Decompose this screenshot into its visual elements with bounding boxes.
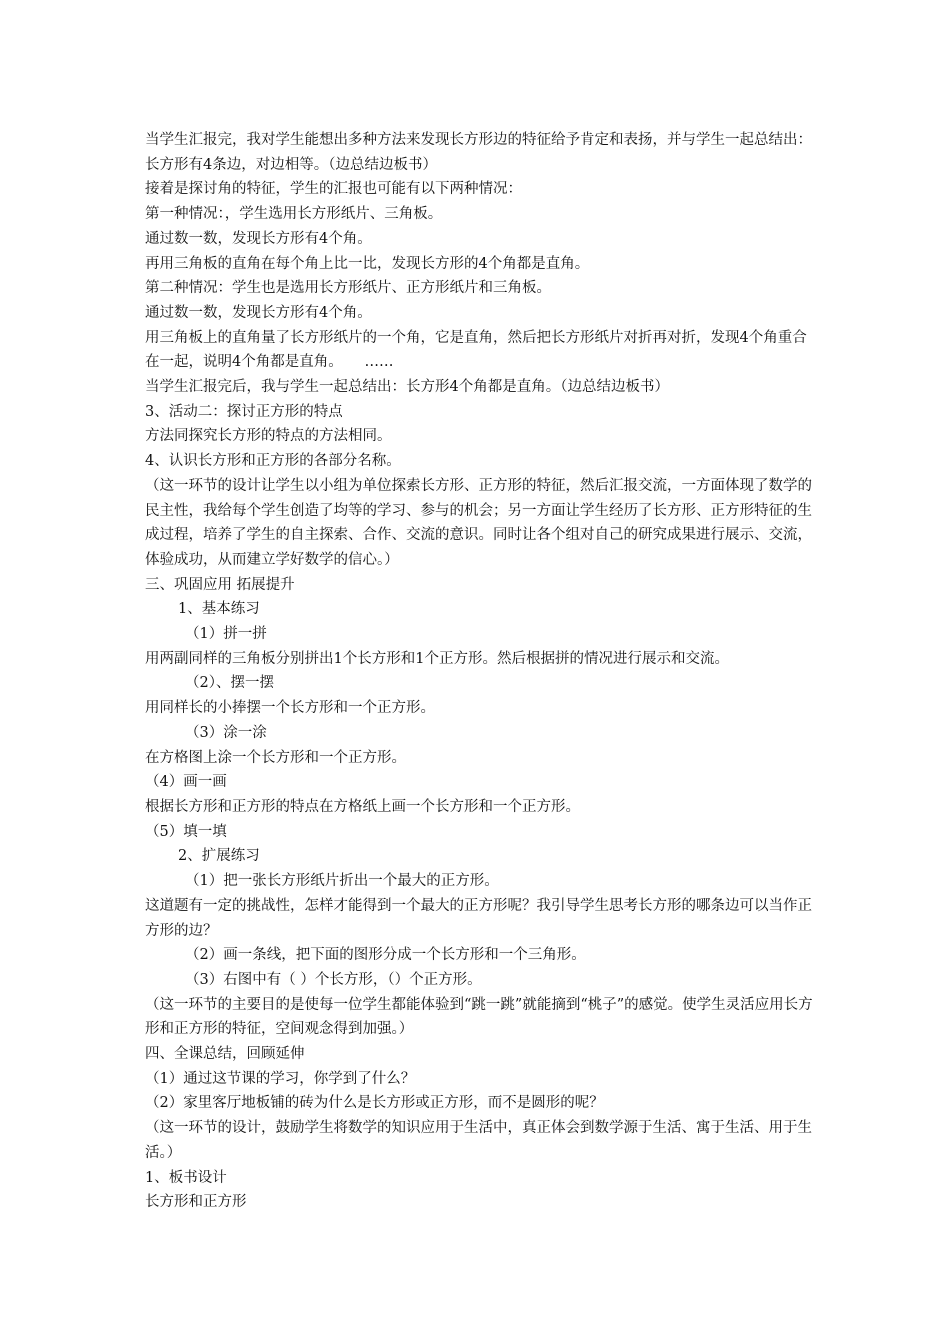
paragraph-explore-angles: 接着是探讨角的特征，学生的汇报也可能有以下两种情况： bbox=[145, 181, 522, 198]
heading-part-names: 4、认识长方形和正方形的各部分名称。 bbox=[145, 453, 401, 470]
paragraph-draw: 根据长方形和正方形的特点在方格纸上画一个长方形和一个正方形。 bbox=[145, 798, 580, 815]
document-body bbox=[145, 128, 820, 1215]
paragraph-design-note-2: （这一环节的主要目的是使每一位学生都能体验到“跳一跳”就能摘到“桃子”的感觉。使学生灵活应用长方形和正方形的特征，空间观念得到加强。） bbox=[145, 996, 813, 1038]
paragraph-arrange: 用同样长的小捧摆一个长方形和一个正方形。 bbox=[145, 700, 435, 717]
paragraph-same-method: 方法同探究长方形的特点的方法相同。 bbox=[145, 428, 392, 445]
heading-section-three: 三、巩固应用 拓展提升 bbox=[145, 576, 295, 593]
paragraph-design-note-1: （这一环节的设计让学生以小组为单位探索长方形、正方形的特征，然后汇报交流，一方面体现了数学的民主性，我给每个学生创造了均等的学习、参与的机会；另一方面让学生经历了长方形、正方形特征的生成过程，培养了学生的自主探索、合作、交流的意识。同时让各个组对自己的研究成果进行展示、交流，体验成功，从而建立学好数学的信心。） bbox=[145, 477, 812, 568]
paragraph-color: 在方格图上涂一个长方形和一个正方形。 bbox=[145, 749, 406, 766]
paragraph-compare-right-angles: 再用三角板的直角在每个角上比一比，发现长方形的4个角都是直角。 bbox=[145, 255, 590, 272]
heading-activity-two: 3、活动二：探讨正方形的特点 bbox=[145, 403, 343, 420]
paragraph-count-shapes: （3）右图中有（ ）个长方形，（）个正方形。 bbox=[185, 971, 482, 988]
paragraph-summary-angles: 当学生汇报完后，我与学生一起总结出：长方形4个角都是直角。（边总结边板书） bbox=[145, 379, 669, 396]
heading-assemble: （1）拼一拼 bbox=[185, 626, 267, 643]
paragraph-board-title: 长方形和正方形 bbox=[145, 1194, 247, 1211]
paragraph-design-note-3: （这一环节的设计，鼓励学生将数学的知识应用于生活中，真正体会到数学源于生活、寓于生活、用于生活。） bbox=[145, 1120, 812, 1161]
paragraph-count-angles-2: 通过数一数，发现长方形有4个角。 bbox=[145, 304, 372, 321]
paragraph-fold-square: （1）把一张长方形纸片折出一个最大的正方形。 bbox=[185, 873, 499, 890]
heading-board-design: 1、板书设计 bbox=[145, 1169, 227, 1186]
paragraph-case-two: 第二种情况：学生也是选用长方形纸片、正方形纸片和三角板。 bbox=[145, 280, 551, 297]
paragraph-draw-line: （2）画一条线，把下面的图形分成一个长方形和一个三角形。 bbox=[185, 947, 586, 964]
heading-color: （3）涂一涂 bbox=[185, 724, 267, 741]
heading-fill: （5）填一填 bbox=[145, 823, 227, 840]
paragraph-question-2: （2）家里客厅地板铺的砖为什么是长方形或正方形，而不是圆形的呢？ bbox=[145, 1095, 604, 1112]
paragraph-report-sides: 当学生汇报完，我对学生能想出多种方法来发现长方形边的特征给予肯定和表扬，并与学生一起总结出：长方形有4条边，对边相等。（边总结边板书） bbox=[145, 132, 812, 173]
paragraph-challenge: 这道题有一定的挑战性，怎样才能得到一个最大的正方形呢？我引导学生思考长方形的哪条边可以当作正方形的边？ bbox=[145, 897, 812, 939]
paragraph-fold-paper: 用三角板上的直角量了长方形纸片的一个角，它是直角，然后把长方形纸片对折再对折，发现4个角重合在一起，说明4个角都是直角。 …… bbox=[145, 329, 807, 371]
heading-draw: （4）画一画 bbox=[145, 774, 227, 791]
heading-basic-practice: 1、基本练习 bbox=[178, 601, 260, 618]
paragraph-count-angles-1: 通过数一数，发现长方形有4个角。 bbox=[145, 230, 372, 247]
heading-arrange: （2）、摆一摆 bbox=[185, 675, 274, 692]
paragraph-assemble: 用两副同样的三角板分别拼出1个长方形和1个正方形。然后根据拼的情况进行展示和交流。 bbox=[145, 650, 729, 667]
paragraph-case-one: 第一种情况：，学生选用长方形纸片、三角板。 bbox=[145, 206, 443, 223]
heading-section-four: 四、全课总结，回顾延伸 bbox=[145, 1046, 305, 1063]
heading-extended-practice: 2、扩展练习 bbox=[178, 848, 260, 865]
paragraph-question-1: （1）通过这节课的学习，你学到了什么？ bbox=[145, 1070, 416, 1087]
